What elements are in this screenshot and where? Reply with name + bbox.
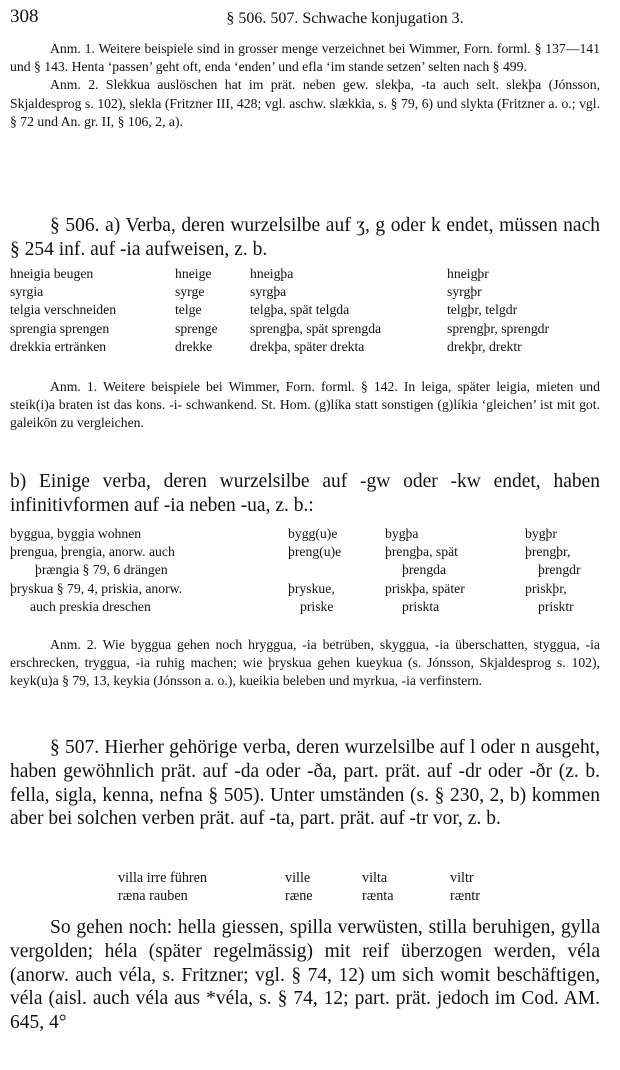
table-cell-participle: telgþr, telgdr bbox=[447, 302, 518, 318]
annotation-506b: Anm. 2. Wie byggua gehen noch hryggua, -ia betrüben, skyggua, -ia überschatten, styggua, -ia erschrecken, tryggua, -ia ruhig machen; wie þryskua gehen kueykua (s. Jónsson, Skjaldesprog s. 102), keyk(u)a § 79, 13, keykia (Jónsson a. o.), kueikia beleben und myrkua, -ia verfinstern. bbox=[10, 637, 600, 689]
table-cell-subjunctive: syrge bbox=[175, 284, 205, 300]
table-cell-subjunctive: ville bbox=[285, 870, 311, 886]
annotation-paragraph: Anm. 1. Weitere beispiele sind in grosser menge verzeichnet bei Wimmer, Forn. forml. § 137—141 und § 143. Henta ‘passen’ geht oft, enda ‘enden’ und efla ‘im stande setzen’ selten nach § 499. bbox=[10, 41, 600, 75]
table-cell-participle: drekþr, drektr bbox=[447, 338, 522, 354]
page-number: 308 bbox=[10, 6, 39, 27]
table-cell-subjunctive: bygg(u)e bbox=[288, 526, 338, 541]
table-row bbox=[10, 266, 600, 284]
conjugation-table-a bbox=[10, 266, 600, 357]
table-cell-infinitive: þrengua, þrengia, anorw. auch bbox=[10, 544, 175, 560]
table-cell-participle: viltr bbox=[450, 870, 474, 886]
table-cell-preterite: hneigþa bbox=[250, 266, 294, 281]
table-row bbox=[10, 526, 600, 544]
annotations-505 bbox=[10, 40, 600, 131]
table-cell-infinitive: syrgia bbox=[10, 284, 44, 300]
page-header bbox=[10, 6, 610, 32]
table-cell-preterite: þrengda bbox=[402, 562, 447, 578]
table-cell-participle: þrengþr, bbox=[525, 544, 571, 560]
table-cell-participle: bygþr bbox=[525, 526, 557, 541]
table-row bbox=[10, 544, 600, 562]
table-cell-subjunctive: þryskue, bbox=[288, 580, 335, 596]
table-cell-preterite: drekþa, später drekta bbox=[250, 338, 365, 354]
table-row bbox=[10, 870, 600, 888]
table-cell-participle: hneigþr bbox=[447, 266, 489, 281]
conjugation-table-b bbox=[10, 526, 600, 617]
table-cell-infinitive: þrængia § 79, 6 drängen bbox=[35, 562, 168, 578]
table-cell-participle: þrengdr bbox=[538, 562, 581, 578]
table-row bbox=[10, 599, 600, 617]
section-507-continuation: So gehen noch: hella giessen, spilla verwüsten, stilla beruhigen, gylla vergolden; héla (später regelmässig) mit reif überzogen werden, véla (anorw. auch véla, s. Fritzner; vgl. § 74, 12) um sich womit beschäftigen, véla (aisl. auch véla aus *véla, s. § 74, 12; part. prät. jedoch im Cod. AM. 645, 4° bbox=[10, 917, 600, 1034]
table-cell-subjunctive: telge bbox=[175, 302, 202, 318]
table-cell-infinitive: byggua, byggia wohnen bbox=[10, 526, 142, 541]
table-cell-infinitive: auch preskia dreschen bbox=[30, 598, 151, 614]
table-cell-participle: prisktr bbox=[538, 598, 574, 614]
table-cell-infinitive: ræna rauben bbox=[118, 888, 188, 905]
annotation-506a: Anm. 1. Weitere beispiele bei Wimmer, Forn. forml. § 142. In leiga, später leigia, mieten und steik(i)a braten ist das kons. -i- schwankend. St. Hom. (g)líka statt sonstigen (g)líkia ‘gleichen’ ist mit got. galeikōn zu vergleichen. bbox=[10, 379, 600, 431]
section-506a-heading: § 506. a) Verba, deren wurzelsilbe auf ʒ, g oder k endet, müssen nach § 254 inf. auf -ia aufweisen, z. b. bbox=[10, 215, 600, 260]
table-row bbox=[10, 302, 600, 320]
table-row bbox=[10, 581, 600, 599]
table-cell-infinitive: hneigia beugen bbox=[10, 266, 94, 281]
table-row bbox=[10, 339, 600, 357]
annotation-paragraph: Anm. 2. Slekkua auslöschen hat im prät. neben gew. slekþa, -ta auch selt. slekþa (Jónsson, Skjaldesprog s. 102), slekla (Fritzner III, 428; vgl. aschw. slækkia, s. § 79, 6) und slykta (Fritzner a. o.; vgl. § 72 und An. gr. II, § 106, 2, a). bbox=[10, 77, 600, 129]
table-row bbox=[10, 562, 600, 580]
section-507-paragraph: § 507. Hierher gehörige verba, deren wurzelsilbe auf l oder n ausgeht, haben gewöhnlich prät. auf -da oder -ða, part. prät. auf -dr oder -ðr (z. b. fella, sigla, kenna, nefna § 505). Unter umständen (s. § 230, 2, b) kommen aber bei solchen verben prät. auf -ta, part. prät. auf -tr vor, z. b. bbox=[10, 737, 600, 830]
table-cell-participle: ræntr bbox=[450, 888, 480, 905]
table-cell-preterite: bygþa bbox=[385, 526, 419, 541]
table-cell-preterite: rænta bbox=[362, 888, 394, 905]
table-cell-subjunctive: þreng(u)e bbox=[288, 544, 342, 560]
table-cell-preterite: priskþa, später bbox=[385, 580, 465, 596]
table-cell-infinitive: drekkia ertränken bbox=[10, 338, 107, 354]
table-cell-subjunctive: hneige bbox=[175, 266, 212, 281]
table-cell-subjunctive: sprenge bbox=[175, 320, 218, 336]
table-cell-participle: sprengþr, sprengdr bbox=[447, 320, 550, 336]
table-cell-infinitive: villa irre führen bbox=[118, 870, 208, 886]
table-row bbox=[10, 321, 600, 339]
table-cell-infinitive: telgia verschneiden bbox=[10, 302, 117, 318]
table-cell-infinitive: þryskua § 79, 4, priskia, anorw. bbox=[10, 580, 183, 596]
table-cell-participle: syrgþr bbox=[447, 284, 482, 300]
table-cell-subjunctive: ræne bbox=[285, 888, 313, 905]
table-cell-preterite: priskta bbox=[402, 598, 440, 614]
table-cell-preterite: þrengþa, spät bbox=[385, 544, 458, 560]
table-cell-infinitive: sprengia sprengen bbox=[10, 320, 110, 336]
table-cell-preterite: syrgþa bbox=[250, 284, 287, 300]
running-title: § 506. 507. Schwache konjugation 3. bbox=[226, 10, 464, 27]
table-cell-subjunctive: drekke bbox=[175, 338, 213, 354]
table-cell-participle: priskþr, bbox=[525, 580, 567, 596]
table-cell-subjunctive: priske bbox=[300, 598, 334, 614]
table-cell-preterite: vilta bbox=[362, 870, 388, 886]
conjugation-table-507 bbox=[10, 870, 600, 906]
table-row bbox=[10, 284, 600, 302]
table-cell-preterite: telgþa, spät telgda bbox=[250, 302, 350, 318]
table-row bbox=[10, 888, 600, 906]
table-cell-preterite: sprengþa, spät sprengda bbox=[250, 320, 382, 336]
section-506b-heading: b) Einige verba, deren wurzelsilbe auf -gw oder -kw endet, haben infinitivformen auf -ia neben -ua, z. b.: bbox=[10, 471, 600, 516]
